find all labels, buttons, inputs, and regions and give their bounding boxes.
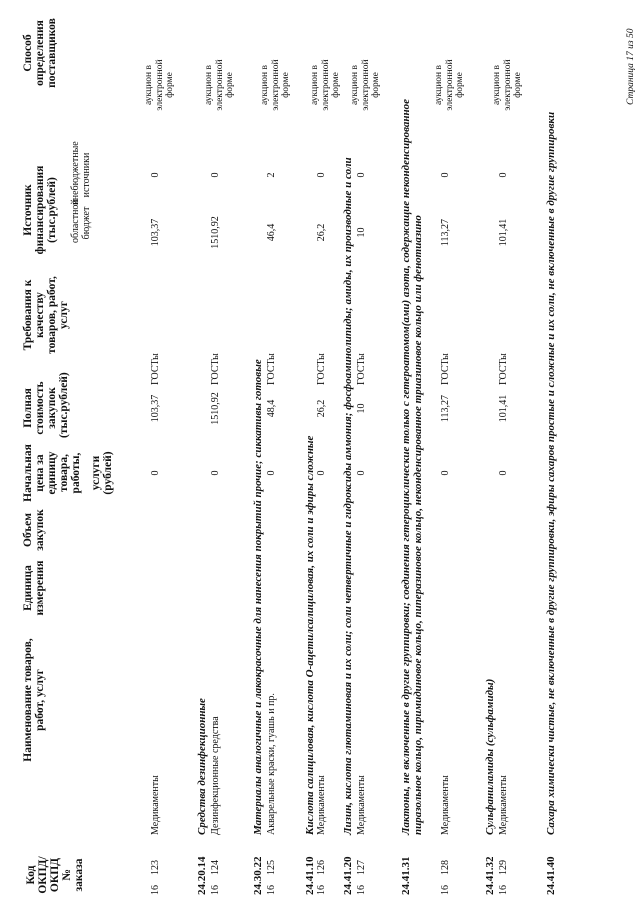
category-code: 24.41.31	[400, 856, 412, 895]
category-code: 24.30.22	[252, 856, 264, 895]
item-funding-regional: 46,4	[266, 223, 277, 242]
item-funding-external: 2	[266, 172, 277, 178]
category-name: Сахара химически чистые, не включенные в другие группировки, эфиры сахаров простые и сложные и их соли, не включенные в другие группировки	[545, 111, 557, 835]
item-procurement-method: аукцион в электронной форме	[434, 59, 465, 111]
item-unit-price: 0	[210, 470, 221, 476]
item-funding-external: 0	[498, 172, 509, 178]
item-total-cost: 10	[356, 403, 367, 414]
item-funding-external: 0	[356, 172, 367, 178]
item-requirements: ГОСТы	[150, 353, 161, 385]
item-unit-price: 0	[266, 470, 277, 476]
item-total-cost: 103,37	[150, 394, 161, 423]
header-volume: Объем закупок	[22, 509, 46, 551]
item-total-cost: 113,27	[440, 394, 451, 423]
header-cost: Полная стоимость закупок (тыс.рублей)	[22, 372, 70, 438]
item-unit-price: 0	[498, 470, 509, 476]
item-funding-regional: 1510,92	[210, 216, 221, 249]
category-code: 24.41.20	[342, 856, 354, 895]
item-requirements: ГОСТы	[440, 353, 451, 385]
order-number-group: 16	[498, 885, 509, 895]
header-name: Наименование товаров, работ, услуг	[22, 638, 46, 762]
order-number-group: 16	[150, 885, 161, 895]
order-number-group: 16	[356, 885, 367, 895]
item-procurement-method: аукцион в электронной форме	[260, 59, 291, 111]
category-code: 24.41.10	[304, 856, 316, 895]
item-funding-regional: 113,27	[440, 218, 451, 247]
item-name: Акварельные краски, гуашь и пр.	[266, 693, 277, 835]
category-code: 24.20.14	[196, 856, 208, 895]
item-requirements: ГОСТы	[498, 353, 509, 385]
header-funding-external: внебюджетные источники	[70, 141, 92, 205]
category-name: Средства дезинфекционные	[196, 698, 208, 835]
order-number: 125	[266, 860, 277, 875]
header-funding: Источник финансирования (тыс.рублей)	[22, 165, 58, 255]
header-method: Способ определения поставщиков	[22, 18, 58, 88]
order-number: 127	[356, 860, 367, 875]
item-procurement-method: аукцион в электронной форме	[204, 59, 235, 111]
item-funding-regional: 103,37	[150, 218, 161, 247]
category-name: Лизин, кислота глютаминовая и их соли; соли четвертичные и гидроксиды аммония; фосфоаминолипиды; амиды, их производные и соли	[342, 157, 354, 835]
category-code: 24.41.32	[484, 856, 496, 895]
order-number: 123	[150, 860, 161, 875]
header-price: Начальная цена за единицу товара, работы,	[22, 444, 82, 502]
item-unit-price: 0	[356, 470, 367, 476]
item-total-cost: 1510,92	[210, 392, 221, 425]
order-number-group: 16	[440, 885, 451, 895]
order-number: 124	[210, 860, 221, 875]
header-code: Код ОКПД/ ОКПД № заказа	[25, 856, 85, 894]
item-funding-external: 0	[440, 172, 451, 178]
item-total-cost: 48,4	[266, 399, 277, 418]
header-requirements: Требования к качеству товаров, работ, услуг	[22, 276, 70, 354]
item-procurement-method: аукцион в электронной форме	[492, 59, 523, 111]
item-procurement-method: аукцион в электронной форме	[350, 59, 381, 111]
item-total-cost: 101,41	[498, 394, 509, 423]
category-name: Сульфаниламиды (сульфамиды)	[484, 678, 496, 835]
item-name: Медикаменты	[150, 775, 161, 835]
item-name: Медикаменты	[498, 775, 509, 835]
item-requirements: ГОСТы	[356, 353, 367, 385]
item-funding-external: 0	[316, 172, 327, 178]
category-name: Материалы аналогичные и лакокрасочные для нанесения покрытий прочие; сиккативы готовые	[252, 359, 264, 835]
category-code: 24.41.40	[545, 856, 557, 895]
item-unit-price: 0	[316, 470, 327, 476]
header-unit: Единица измерения	[22, 560, 46, 616]
item-total-cost: 26,2	[316, 399, 327, 418]
item-procurement-method: аукцион в электронной форме	[310, 59, 341, 111]
header-price-tail: услуги (рублей)	[90, 451, 114, 495]
order-number-group: 16	[266, 885, 277, 895]
order-number: 126	[316, 860, 327, 875]
item-funding-external: 0	[150, 172, 161, 178]
item-unit-price: 0	[150, 470, 161, 476]
item-funding-external: 0	[210, 172, 221, 178]
page-footer: Страница 17 из 50	[626, 28, 636, 105]
item-procurement-method: аукцион в электронной форме	[144, 59, 175, 111]
item-requirements: ГОСТы	[210, 353, 221, 385]
category-name: Лактоны, не включенные в другие группировки; соединения гетероциклические только с гетероатомом(ами) азота, содержащие неконденсированное пиразольное кольцо, пиримидиновое кольцо, пиперазиновое кольцо, неконденсированное триазиновое кольцо или фенотиазино	[400, 98, 424, 835]
item-name: Медикаменты	[316, 775, 327, 835]
item-funding-regional: 26,2	[316, 223, 327, 242]
category-name: Кислота салициловая, кислота О-ацетилсалициловая, их соли и эфиры сложные	[304, 435, 316, 835]
header-funding-regional: областной бюджет	[70, 199, 92, 243]
order-number: 128	[440, 860, 451, 875]
item-requirements: ГОСТы	[316, 353, 327, 385]
item-funding-regional: 101,41	[498, 218, 509, 247]
item-requirements: ГОСТы	[266, 353, 277, 385]
order-number-group: 16	[316, 885, 327, 895]
item-name: Медикаменты	[356, 775, 367, 835]
item-name: Медикаменты	[440, 775, 451, 835]
item-funding-regional: 10	[356, 227, 367, 238]
order-number: 129	[498, 860, 509, 875]
order-number-group: 16	[210, 885, 221, 895]
item-name: Дезинфекционные средства	[210, 716, 221, 835]
item-unit-price: 0	[440, 470, 451, 476]
